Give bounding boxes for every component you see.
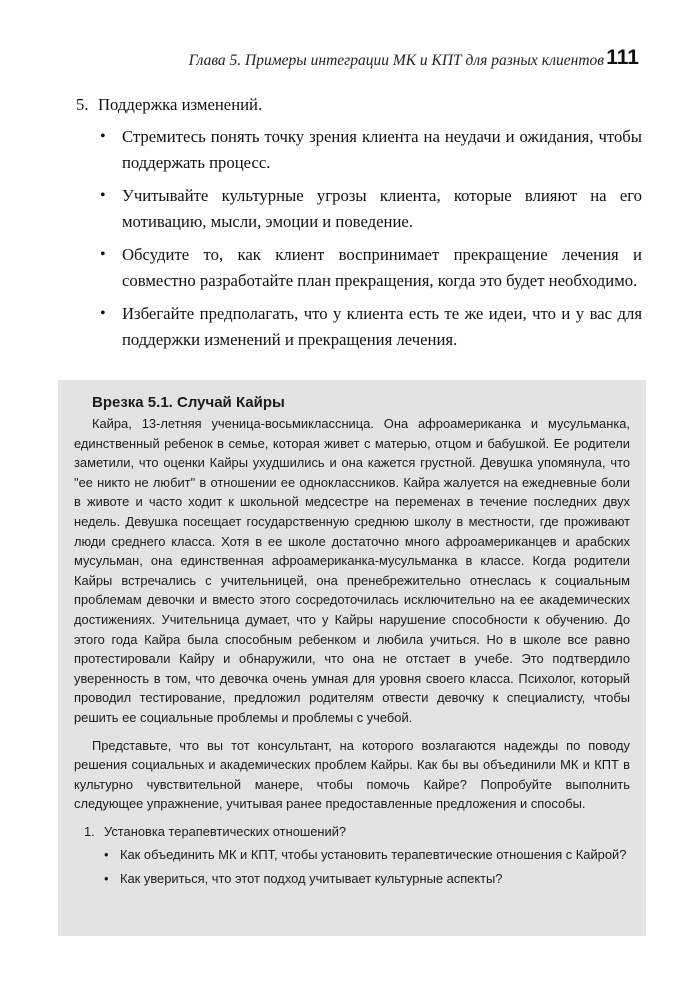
bullet-icon: • (100, 187, 106, 204)
bullet-icon: • (104, 847, 109, 863)
list-item-text: Избегайте предполагать, что у клиента есть те же идеи, что и у вас для поддержки изменений и прекращения лечения. (122, 304, 642, 349)
list-item (76, 301, 642, 353)
list-item (76, 124, 642, 176)
item-label: Установка терапевтических отношений? (104, 823, 347, 839)
list-item-text: Как увериться, что этот подход учитывает культурные аспекты? (120, 871, 503, 887)
item-label: Поддержка изменений. (98, 95, 263, 114)
sidebar-paragraph: Кайра, 13-летняя ученица-восьмиклассница. Она афроамериканка и мусульманка, единственный ребенок в семье, которая живет с матерью, отцом и бабушкой. Ее родители заметили, что оценки Кайры ухудшились и она кажется грустной. Девушка упомянула, что "ее никто не любит" в отношении ее одноклассников. Кайра жалуется на ежедневные боли в животе и часто ходит к школьной медсестре на переменах в течение последних двух недель. Девушка посещает государственную среднюю школу в местности, где проживают люди среднего класса. Хотя в ее школе достаточно много афроамериканцев и арабских мусульман, она единственная афроамериканка-мусульманка в классе. Когда родители Кайры встречались с учительницей, она пренебрежительно отнеслась к социальным проблемам девочки и вместо этого сосредоточилась исключительно на ее академических достижениях. Учительница думает, что у Кайры нарушение способности к обучению. До этого года Кайра была способным ребенком и любила учиться. Но в школе все равно протестировали Кайру и обнаружили, что она не отстает в учебе. Это подтвердило уверенность в том, что девочка очень умная для уровня своего класса. Психолог, который проводил тестирование, предложил родителям отвести девочку к специалисту, чтобы решить ее социальные проблемы и проблемы с учебой. (74, 416, 630, 725)
list-item-text: Учитывайте культурные угрозы клиента, которые влияют на его мотивацию, мысли, эмоции и поведение. (122, 186, 642, 231)
case-sidebar (58, 380, 646, 936)
running-title: Глава 5. Примеры интеграции МК и КПТ для разных клиентов (188, 52, 604, 69)
sidebar-numbered-item (84, 822, 630, 842)
list-item (76, 183, 642, 235)
sidebar-content (74, 392, 630, 893)
sidebar-title: Врезка 5.1. Случай Кайры (92, 394, 285, 411)
bullet-icon: • (104, 871, 109, 887)
page-header (0, 46, 698, 76)
main-text (76, 92, 642, 360)
list-item (76, 242, 642, 294)
bullet-list (76, 124, 642, 353)
list-item-text: Стремитесь понять точку зрения клиента на неудачи и ожидания, чтобы поддержать процесс. (122, 127, 642, 172)
list-item-text: Обсудите то, как клиент воспринимает прекращение лечения и совместно разработайте план прекращения, когда это будет необходимо. (122, 245, 642, 290)
item-number: 1. (84, 823, 95, 839)
bullet-icon: • (100, 305, 106, 322)
page-number: 111 (606, 46, 639, 69)
list-item (74, 845, 630, 865)
item-number: 5. (76, 95, 89, 114)
sidebar-paragraph: Представьте, что вы тот консультант, на которого возлагаются надежды по поводу решения социальных и академических проблем Кайры. Как бы вы объединили МК и КПТ в культурно чувствительной манере, чтобы помочь Кайре? Попробуйте выполнить следующее упражнение, учитывая ранее предоставленные предложения и способы. (74, 737, 630, 812)
bullet-icon: • (100, 128, 106, 145)
sidebar-bullet-list (74, 845, 630, 888)
numbered-item (76, 92, 642, 118)
bullet-icon: • (100, 246, 106, 263)
list-item (74, 869, 630, 889)
list-item-text: Как объединить МК и КПТ, чтобы установить терапевтические отношения с Кайрой? (120, 847, 627, 863)
